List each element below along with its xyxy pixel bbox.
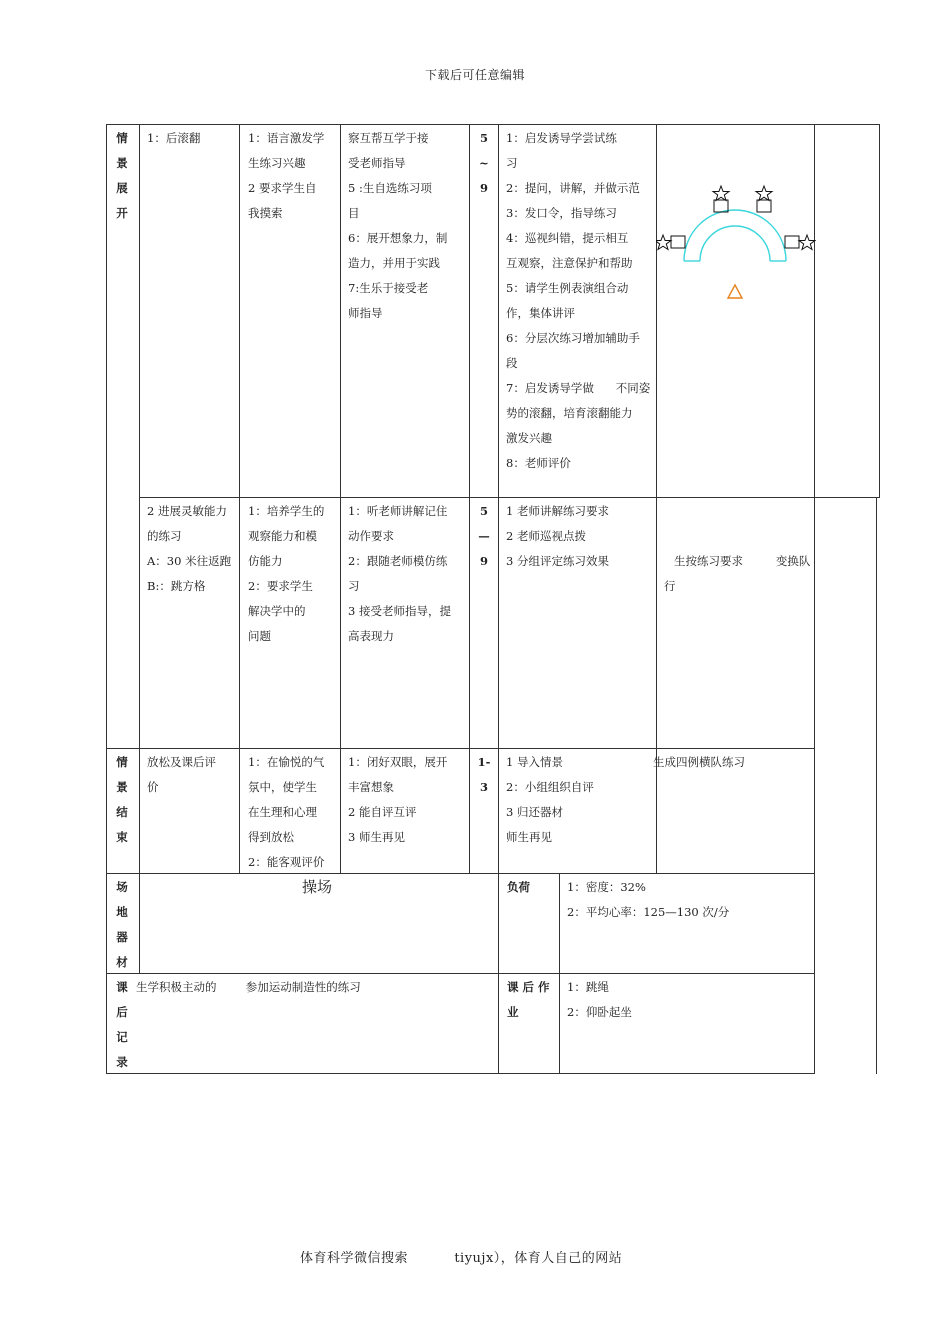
venue-value: 操场 [302,878,333,896]
end-time: 1- 3 [477,755,491,794]
homework-label: 课 后 作 业 [507,980,550,1019]
page-footer: 体育科学微信搜索 tiyujx），体育人自己的网站 [300,1251,623,1266]
triangle-icon [728,285,742,298]
section-label-record: 课 后 记 录 [116,980,128,1069]
develop-content-1: 1：后滚翻 [147,131,201,145]
page-header: 下载后可任意编辑 [424,68,525,82]
end-goals: 1：在愉悦的气 氛中，使学生 在生理和心理 得到放松 2：能客观评价 [248,755,325,869]
square-icon [757,200,771,212]
section-label-venue: 场 地 器 材 [116,880,128,969]
star-icon [756,186,772,201]
square-icon [671,236,685,248]
formation-diagram [656,182,816,306]
arc-outer [684,210,786,261]
develop-teacher-2: 1 老师讲解练习要求 2 老师巡视点拨 3 分组评定练习效果 [506,504,609,568]
section-label-end: 情 景 结 束 [116,755,128,844]
end-content: 放松及课后评 价 [147,755,216,794]
develop-student-2: 1：听老师讲解记住 动作要求 2：跟随老师模仿练 习 3 接受老师指导，提 高表现力 [348,504,451,643]
star-icon [656,235,671,250]
star-icon [713,186,729,201]
load-label: 负荷 [507,880,530,894]
section-label-develop: 情 景 展 开 [116,131,128,220]
develop-time-2: 5 — 9 [478,504,490,568]
develop-org-2: 生按练习要求 变换队 行 [664,554,811,593]
homework-values: 1：跳绳 2：仰卧起坐 [567,980,632,1019]
develop-goals-1: 1：语言激发学 生练习兴趣 2 要求学生自 我摸索 [248,131,325,220]
load-values: 1：密度：32% 2：平均心率：125—130 次/分 [567,880,730,919]
develop-content-2: 2 进展灵敏能力 的练习 A：30 米往返跑 B:：跳方格 [147,504,232,593]
develop-time-1: 5 ~ 9 [479,131,489,195]
arc-inner [700,226,770,261]
develop-student-1: 察互帮互学于接 受老师指导 5 :生自选练习项 目 6：展开想象力，制 造力，并用于实践 7:生乐于接受老 师指导 [348,131,448,320]
develop-teacher-1: 1：启发诱导学尝试练 习 2：提问，讲解，并做示范 3：发口令，指导练习 4：巡视纠错，提示相互 互观察，注意保护和帮助 5：请学生例表演组合动 作，集体讲评 6：分层次练习增加辅助手 段 7：启发诱导学做 不同姿 势的滚翻，培育滚翻能力 激发兴趣 8：老师评价 [506,131,651,470]
end-org: 生成四例横队练习 [653,755,745,769]
develop-goals-2: 1：培养学生的 观察能力和模 仿能力 2：要求学生 解决学中的 问题 [248,504,325,643]
end-teacher: 1 导入情景 2：小组组织自评 3 归还器材 师生再见 [506,755,594,844]
end-student: 1：闭好双眼，展开 丰富想象 2 能自评互评 3 师生再见 [348,755,448,844]
square-icon [785,236,799,248]
record-value: 生学积极主动的 参加运动制造性的练习 [136,980,361,994]
star-icon [799,235,815,250]
